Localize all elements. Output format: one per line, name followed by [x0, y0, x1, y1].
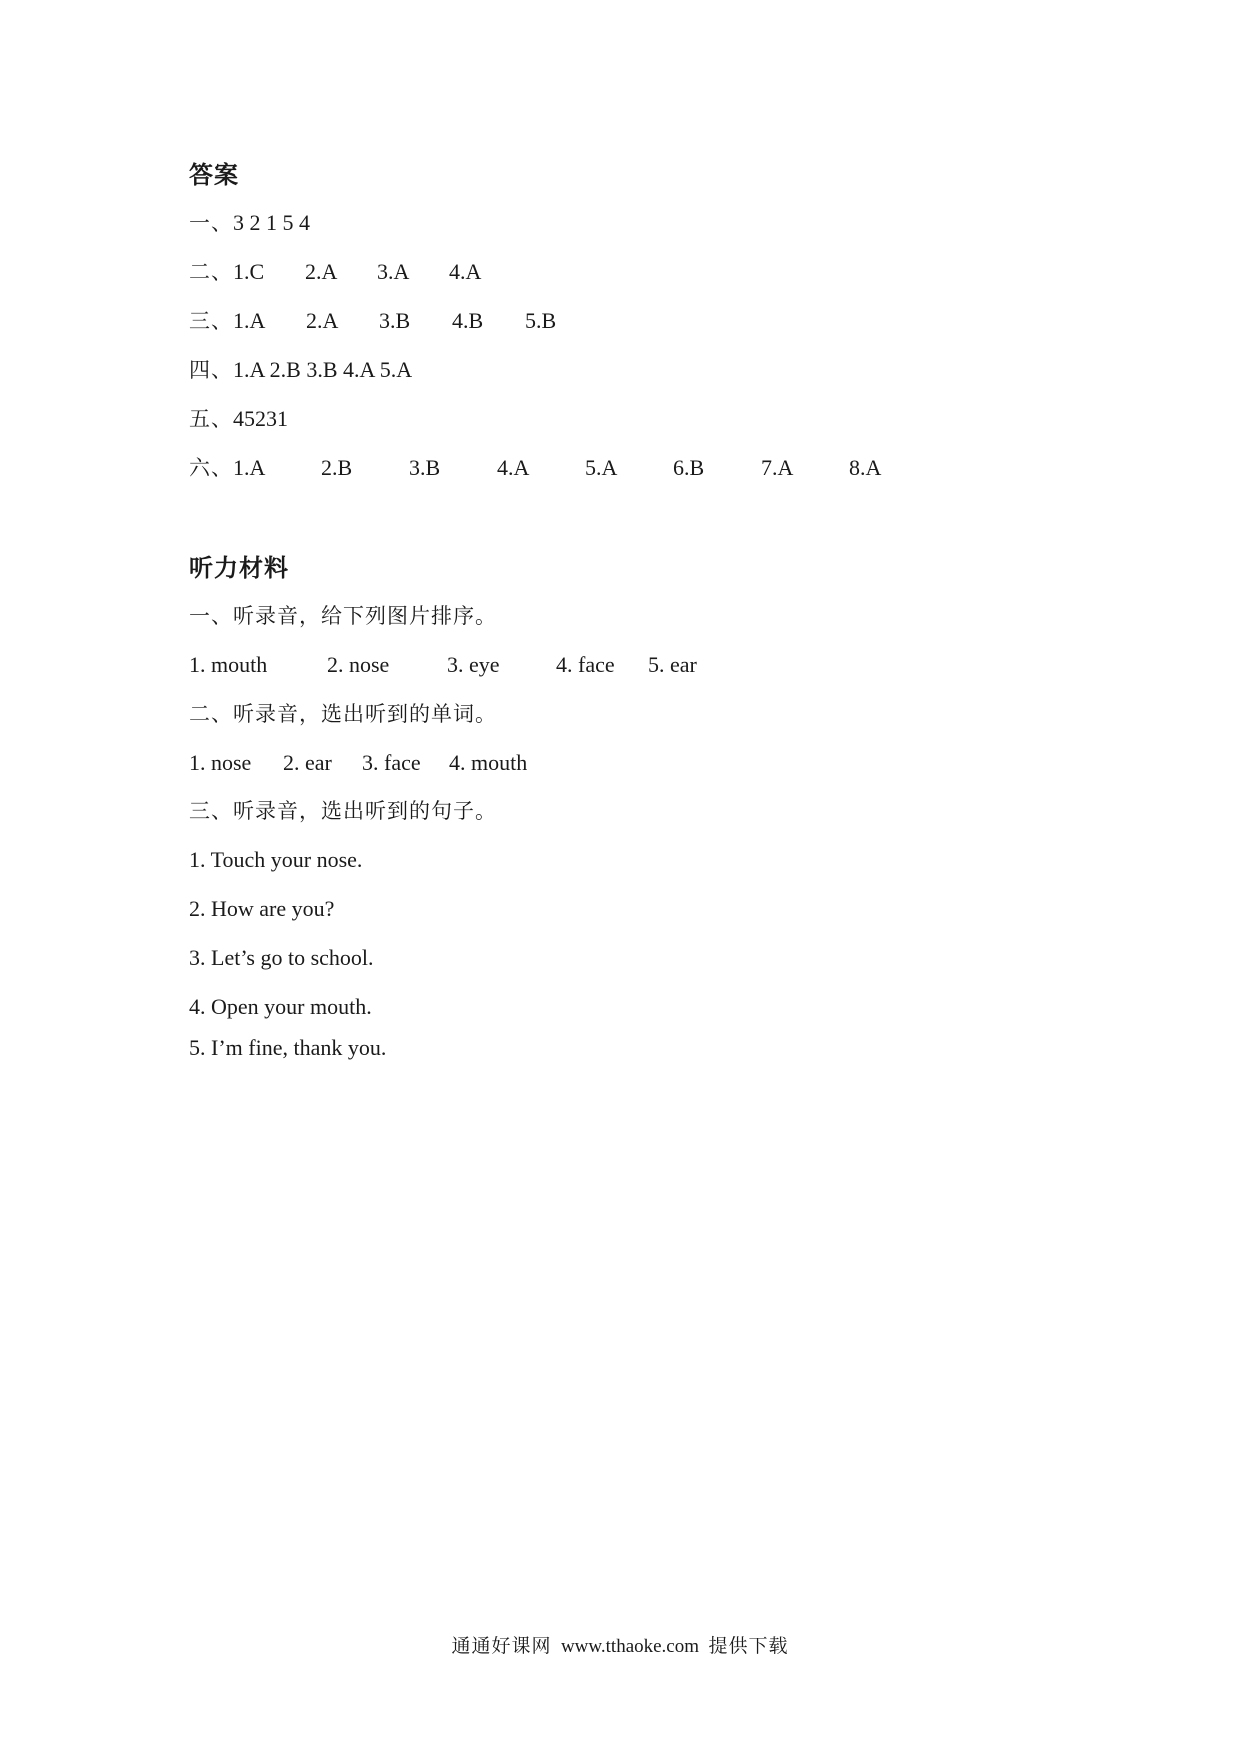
answers-title: 答案 — [189, 161, 239, 189]
answer-row-2 — [189, 258, 481, 286]
listening-title: 听力材料 — [189, 554, 289, 582]
answer-row-prefix: 四、 — [189, 358, 233, 382]
answer-item: 1.A 2.B 3.B 4.A 5.A — [233, 357, 413, 382]
answer-row-prefix: 二、 — [189, 260, 233, 284]
listening-item: 5. ear — [648, 652, 697, 677]
answer-row-prefix: 五、 — [189, 407, 233, 431]
page-footer — [0, 1634, 1240, 1659]
answer-item: 6.B — [673, 455, 705, 480]
listening-item: 3. eye — [447, 652, 500, 677]
listening-item: 1. nose — [189, 750, 252, 775]
answer-item: 1.A — [233, 308, 266, 333]
answer-item: 5.A — [585, 455, 618, 480]
answer-item: 5.B — [525, 308, 557, 333]
listening-item: 1. mouth — [189, 652, 268, 677]
listening-sentence: 2. How are you? — [189, 896, 335, 921]
listening-sentence: 5. I’m fine, thank you. — [189, 1035, 387, 1060]
listening-section-2-instruction: 二、听录音，选出听到的单词。 — [189, 702, 497, 726]
answer-item: 4.A — [449, 259, 482, 284]
answer-item: 3.A — [377, 259, 410, 284]
answer-row-3 — [189, 307, 556, 335]
answer-row-prefix: 六、 — [189, 456, 233, 480]
listening-section-1-items — [189, 651, 697, 679]
listening-sentence: 3. Let’s go to school. — [189, 945, 374, 970]
answer-row-prefix: 一、 — [189, 211, 233, 235]
listening-item: 3. face — [362, 750, 421, 775]
answer-row-6 — [189, 454, 881, 482]
answer-item: 3.B — [379, 308, 411, 333]
answer-row-1 — [189, 209, 310, 237]
answer-item: 8.A — [849, 455, 882, 480]
answer-item: 4.A — [497, 455, 530, 480]
answer-row-5 — [189, 405, 288, 433]
listening-sentence: 4. Open your mouth. — [189, 994, 372, 1019]
footer-site-name: 通通好课网 — [451, 1635, 552, 1657]
answer-item: 3 2 1 5 4 — [233, 210, 310, 235]
answer-item: 4.B — [452, 308, 484, 333]
answer-item: 3.B — [409, 455, 441, 480]
footer-suffix: 提供下载 — [708, 1635, 789, 1657]
listening-section-1-instruction: 一、听录音，给下列图片排序。 — [189, 604, 497, 628]
answer-item: 2.B — [321, 455, 353, 480]
answer-row-4 — [189, 356, 412, 384]
listening-section-2-items — [189, 749, 527, 777]
answer-item: 2.A — [306, 308, 339, 333]
listening-item: 2. ear — [283, 750, 332, 775]
answer-item: 7.A — [761, 455, 794, 480]
listening-item: 4. mouth — [449, 750, 528, 775]
answer-item: 45231 — [233, 406, 288, 431]
answer-item: 1.A — [233, 455, 266, 480]
listening-sentence: 1. Touch your nose. — [189, 847, 363, 872]
answer-item: 2.A — [305, 259, 338, 284]
footer-url[interactable]: www.tthaoke.com — [560, 1636, 700, 1657]
listening-item: 2. nose — [327, 652, 390, 677]
answer-item: 1.C — [233, 259, 265, 284]
answer-row-prefix: 三、 — [189, 309, 233, 333]
listening-item: 4. face — [556, 652, 615, 677]
listening-section-3-instruction: 三、听录音，选出听到的句子。 — [189, 799, 497, 823]
